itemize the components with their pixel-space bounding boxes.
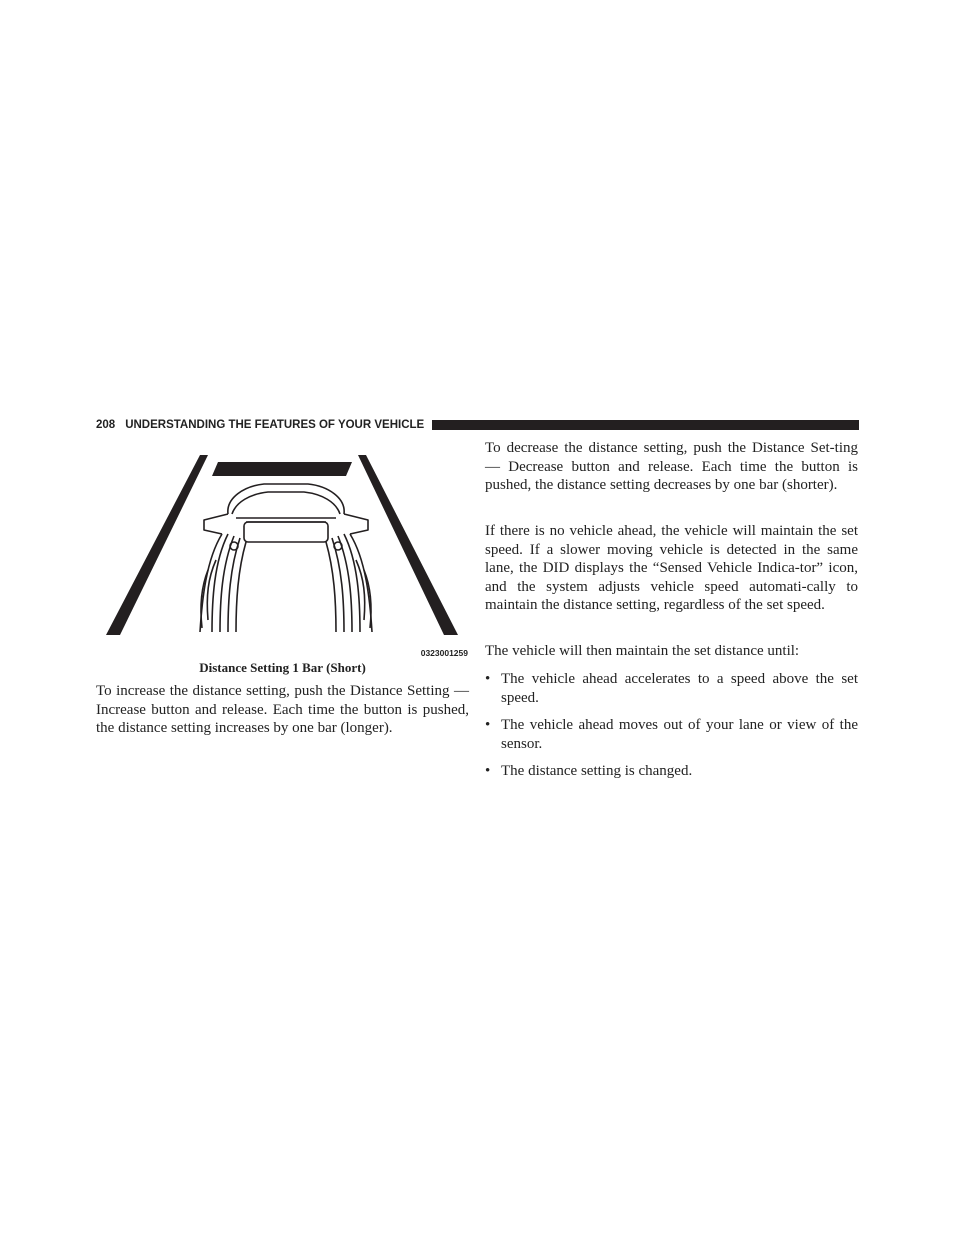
figure-code: 0323001259 (420, 648, 468, 658)
list-item: • The distance setting is changed. (485, 763, 693, 780)
list-item: • The vehicle ahead accelerates to a speed above the set speed. (485, 671, 858, 706)
bullet-icon: • (485, 717, 491, 734)
left-lane-line (106, 455, 208, 635)
header-rule (432, 420, 859, 430)
maintain-conditions-list (485, 670, 858, 790)
right-lane-line (358, 455, 458, 635)
decrease-distance-paragraph: To decrease the distance setting, push the Distance Set-ting — Decrease button and release. Each time the button is pushed, the distance setting decreases by one bar (shorter). (485, 440, 858, 494)
vehicle-icon (200, 484, 372, 632)
distance-setting-figure (96, 450, 470, 660)
figure-caption: Distance Setting 1 Bar (Short) (199, 660, 366, 675)
no-vehicle-ahead-paragraph: If there is no vehicle ahead, the vehicle will maintain the set speed. If a slower moving vehicle is detected in the same lane, the DID displays the “Sensed Vehicle Indica-tor” icon, and the system adjusts vehicle speed automati-cally to maintain the distance setting, regardless of the set speed. (485, 523, 858, 614)
distance-bar-icon (212, 462, 352, 476)
maintain-distance-paragraph: The vehicle will then maintain the set distance until: (485, 643, 800, 659)
list-item: • The vehicle ahead moves out of your lane or view of the sensor. (485, 717, 858, 752)
vehicle-distance-illustration (96, 450, 470, 660)
increase-distance-paragraph: To increase the distance setting, push the Distance Setting — Increase button and release. Each time the button is pushed, the distance setting increases by one bar (longer). (96, 683, 469, 737)
bullet-icon: • (485, 671, 491, 687)
bullet-icon: • (485, 763, 491, 780)
page-header (96, 417, 859, 433)
page-number: 208 (96, 419, 116, 431)
section-title: UNDERSTANDING THE FEATURES OF YOUR VEHICLE (125, 419, 425, 431)
